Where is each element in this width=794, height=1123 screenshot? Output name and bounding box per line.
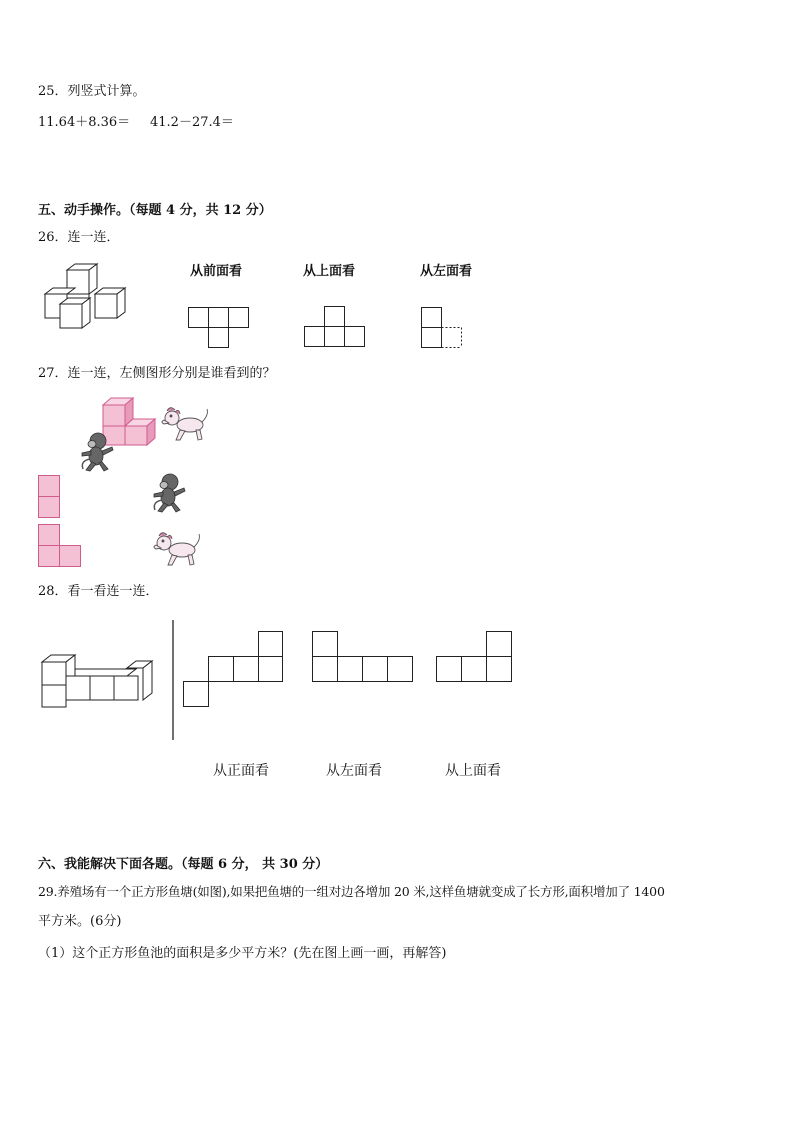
q28-label-left: 从左面看 [326,763,382,779]
dog-icon [152,530,202,568]
q28-divider-line [172,620,174,740]
q26-title: 26．连一连． [38,230,120,245]
monkey-icon [78,431,116,473]
q28-view-a [183,631,285,709]
q26-label-front: 从前面看 [190,264,243,279]
q27-option-shape-vertical [38,475,62,519]
q28-label-top: 从上面看 [445,763,501,779]
q29-text-line2: 平方米。(6分) [38,914,122,929]
q28-title: 28．看一看连一连． [38,584,159,599]
q26-view-left [421,307,463,349]
q26-view-front [188,307,250,349]
q28-label-front: 从正面看 [213,763,269,779]
q28-view-b [312,631,415,683]
q28-cube-figure [40,654,156,710]
q27-option-shape-l [38,524,84,568]
section5-heading: 五、动手操作。（每题 4 分，共 12 分） [38,203,272,218]
q25-expression-2: 41.2－27.4＝ [150,115,234,130]
q26-view-top [304,306,366,348]
q25-expression-1: 11.64＋8.36＝ [38,115,131,130]
section6-heading: 六、我能解决下面各题。（每题 6 分， 共 30 分） [38,857,329,872]
q27-title: 27．连一连，左侧图形分别是谁看到的？ [38,366,276,381]
q29-subquestion-1: （1）这个正方形鱼池的面积是多少平方米？(先在图上画一画，再解答) [38,946,447,961]
q26-label-top: 从上面看 [303,264,356,279]
q29-text-line1: 29.养殖场有一个正方形鱼塘(如图),如果把鱼塘的一组对边各增加 20 米,这样鱼塘就变成了长方形,面积增加了 1400 [38,884,665,899]
q26-label-left: 从左面看 [420,264,473,279]
q28-view-c [436,631,514,683]
q25-title: 25．列竖式计算。 [38,84,146,99]
q26-cube-figure [40,262,130,332]
monkey-icon [150,472,188,514]
dog-icon [160,405,210,443]
